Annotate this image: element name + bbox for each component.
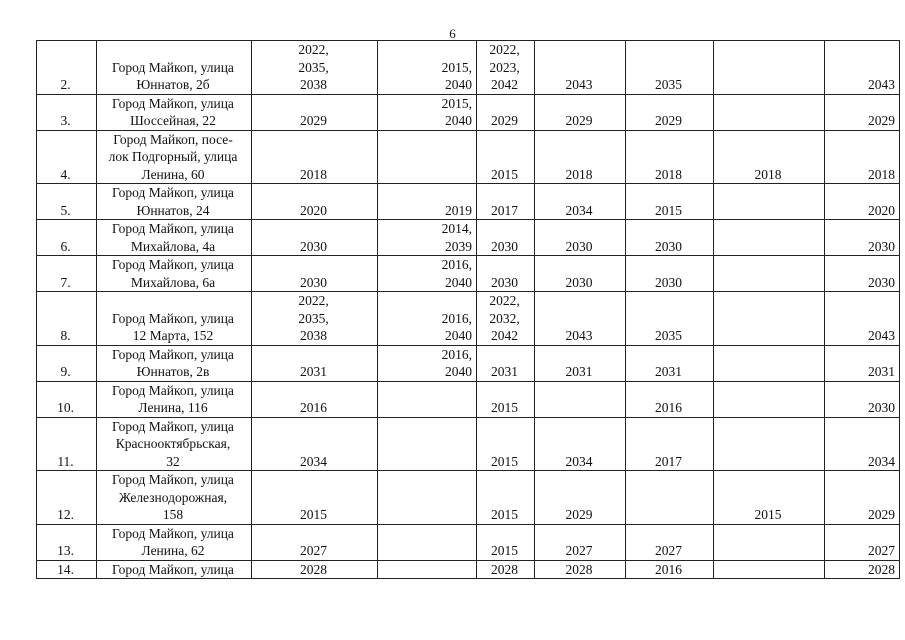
table-row xyxy=(37,381,900,417)
table-row xyxy=(37,292,900,346)
year-cell-5: 2017 xyxy=(626,417,714,471)
year-cell-2: 2015, 2040 xyxy=(378,41,477,95)
year-cell-7: 2034 xyxy=(825,417,900,471)
year-cell-1: 2034 xyxy=(252,417,378,471)
row-number: 14. xyxy=(37,560,97,579)
year-cell-7: 2030 xyxy=(825,220,900,256)
year-cell-4: 2034 xyxy=(535,184,626,220)
year-cell-1: 2022, 2035, 2038 xyxy=(252,41,378,95)
table-row xyxy=(37,130,900,184)
year-cell-3: 2030 xyxy=(477,256,535,292)
year-cell-5: 2029 xyxy=(626,94,714,130)
year-cell-6 xyxy=(714,256,825,292)
year-cell-4: 2043 xyxy=(535,292,626,346)
row-number: 8. xyxy=(37,292,97,346)
address-cell: Город Майкоп, улица Юннатов, 2в xyxy=(97,345,252,381)
year-cell-4: 2029 xyxy=(535,94,626,130)
year-cell-2 xyxy=(378,524,477,560)
year-cell-5 xyxy=(626,471,714,525)
address-cell: Город Майкоп, улица Михайлова, 6а xyxy=(97,256,252,292)
address-cell: Город Майкоп, улица Юннатов, 2б xyxy=(97,41,252,95)
year-cell-7: 2018 xyxy=(825,130,900,184)
year-cell-4 xyxy=(535,381,626,417)
year-cell-1: 2027 xyxy=(252,524,378,560)
row-number: 5. xyxy=(37,184,97,220)
table-row xyxy=(37,345,900,381)
year-cell-5: 2016 xyxy=(626,381,714,417)
year-cell-4: 2028 xyxy=(535,560,626,579)
year-cell-4: 2043 xyxy=(535,41,626,95)
year-cell-3: 2015 xyxy=(477,471,535,525)
address-cell: Город Майкоп, улица Железнодорожная, 158 xyxy=(97,471,252,525)
year-cell-6 xyxy=(714,381,825,417)
year-cell-2 xyxy=(378,417,477,471)
year-cell-3: 2015 xyxy=(477,130,535,184)
year-cell-6 xyxy=(714,41,825,95)
year-cell-3: 2031 xyxy=(477,345,535,381)
year-cell-7: 2043 xyxy=(825,292,900,346)
year-cell-5: 2027 xyxy=(626,524,714,560)
table-row xyxy=(37,524,900,560)
year-cell-4: 2029 xyxy=(535,471,626,525)
year-cell-3: 2030 xyxy=(477,220,535,256)
year-cell-3: 2015 xyxy=(477,417,535,471)
table-row xyxy=(37,417,900,471)
year-cell-2: 2019 xyxy=(378,184,477,220)
year-cell-2: 2016, 2040 xyxy=(378,256,477,292)
address-cell: Город Майкоп, улица 12 Марта, 152 xyxy=(97,292,252,346)
year-cell-2 xyxy=(378,471,477,525)
year-cell-4: 2018 xyxy=(535,130,626,184)
year-cell-3: 2017 xyxy=(477,184,535,220)
year-cell-3: 2015 xyxy=(477,524,535,560)
table-row xyxy=(37,560,900,579)
year-cell-5: 2031 xyxy=(626,345,714,381)
year-cell-4: 2030 xyxy=(535,220,626,256)
year-cell-7: 2029 xyxy=(825,94,900,130)
year-cell-6 xyxy=(714,560,825,579)
year-cell-1: 2030 xyxy=(252,220,378,256)
year-cell-1: 2030 xyxy=(252,256,378,292)
year-cell-7: 2028 xyxy=(825,560,900,579)
year-cell-1: 2022, 2035, 2038 xyxy=(252,292,378,346)
year-cell-6: 2015 xyxy=(714,471,825,525)
row-number: 4. xyxy=(37,130,97,184)
row-number: 11. xyxy=(37,417,97,471)
year-cell-4: 2031 xyxy=(535,345,626,381)
year-cell-2: 2016, 2040 xyxy=(378,292,477,346)
row-number: 6. xyxy=(37,220,97,256)
year-cell-3: 2022, 2023, 2042 xyxy=(477,41,535,95)
address-cell: Город Майкоп, улица xyxy=(97,560,252,579)
year-cell-1: 2016 xyxy=(252,381,378,417)
year-cell-4: 2027 xyxy=(535,524,626,560)
repair-schedule-table xyxy=(36,40,900,579)
row-number: 3. xyxy=(37,94,97,130)
address-cell: Город Майкоп, улица Ленина, 116 xyxy=(97,381,252,417)
year-cell-6: 2018 xyxy=(714,130,825,184)
year-cell-6 xyxy=(714,184,825,220)
row-number: 7. xyxy=(37,256,97,292)
year-cell-4: 2030 xyxy=(535,256,626,292)
year-cell-2: 2015, 2040 xyxy=(378,94,477,130)
address-cell: Город Майкоп, улица Шоссейная, 22 xyxy=(97,94,252,130)
year-cell-7: 2030 xyxy=(825,256,900,292)
year-cell-5: 2018 xyxy=(626,130,714,184)
year-cell-2: 2014, 2039 xyxy=(378,220,477,256)
year-cell-3: 2028 xyxy=(477,560,535,579)
address-cell: Город Майкоп, улица Краснооктябрьская, 32 xyxy=(97,417,252,471)
year-cell-7: 2020 xyxy=(825,184,900,220)
table-row xyxy=(37,220,900,256)
page-number: 6 xyxy=(449,26,456,41)
year-cell-7: 2031 xyxy=(825,345,900,381)
year-cell-2: 2016, 2040 xyxy=(378,345,477,381)
year-cell-3: 2029 xyxy=(477,94,535,130)
row-number: 9. xyxy=(37,345,97,381)
year-cell-1: 2028 xyxy=(252,560,378,579)
row-number: 10. xyxy=(37,381,97,417)
year-cell-1: 2029 xyxy=(252,94,378,130)
year-cell-5: 2030 xyxy=(626,256,714,292)
table-row xyxy=(37,94,900,130)
year-cell-6 xyxy=(714,94,825,130)
table-row xyxy=(37,471,900,525)
table-row xyxy=(37,256,900,292)
year-cell-4: 2034 xyxy=(535,417,626,471)
year-cell-6 xyxy=(714,220,825,256)
year-cell-5: 2035 xyxy=(626,292,714,346)
address-cell: Город Майкоп, посе- лок Подгорный, улица Ленина, 60 xyxy=(97,130,252,184)
year-cell-7: 2027 xyxy=(825,524,900,560)
year-cell-6 xyxy=(714,345,825,381)
year-cell-6 xyxy=(714,417,825,471)
year-cell-7: 2043 xyxy=(825,41,900,95)
year-cell-7: 2030 xyxy=(825,381,900,417)
year-cell-5: 2030 xyxy=(626,220,714,256)
address-cell: Город Майкоп, улица Михайлова, 4а xyxy=(97,220,252,256)
year-cell-1: 2031 xyxy=(252,345,378,381)
year-cell-6 xyxy=(714,524,825,560)
table-row xyxy=(37,41,900,95)
year-cell-2 xyxy=(378,130,477,184)
year-cell-2 xyxy=(378,381,477,417)
row-number: 13. xyxy=(37,524,97,560)
year-cell-6 xyxy=(714,292,825,346)
year-cell-2 xyxy=(378,560,477,579)
year-cell-7: 2029 xyxy=(825,471,900,525)
year-cell-3: 2015 xyxy=(477,381,535,417)
year-cell-1: 2015 xyxy=(252,471,378,525)
row-number: 2. xyxy=(37,41,97,95)
year-cell-1: 2020 xyxy=(252,184,378,220)
table-row xyxy=(37,184,900,220)
year-cell-5: 2015 xyxy=(626,184,714,220)
address-cell: Город Майкоп, улица Юннатов, 24 xyxy=(97,184,252,220)
year-cell-5: 2035 xyxy=(626,41,714,95)
row-number: 12. xyxy=(37,471,97,525)
year-cell-1: 2018 xyxy=(252,130,378,184)
year-cell-3: 2022, 2032, 2042 xyxy=(477,292,535,346)
address-cell: Город Майкоп, улица Ленина, 62 xyxy=(97,524,252,560)
year-cell-5: 2016 xyxy=(626,560,714,579)
